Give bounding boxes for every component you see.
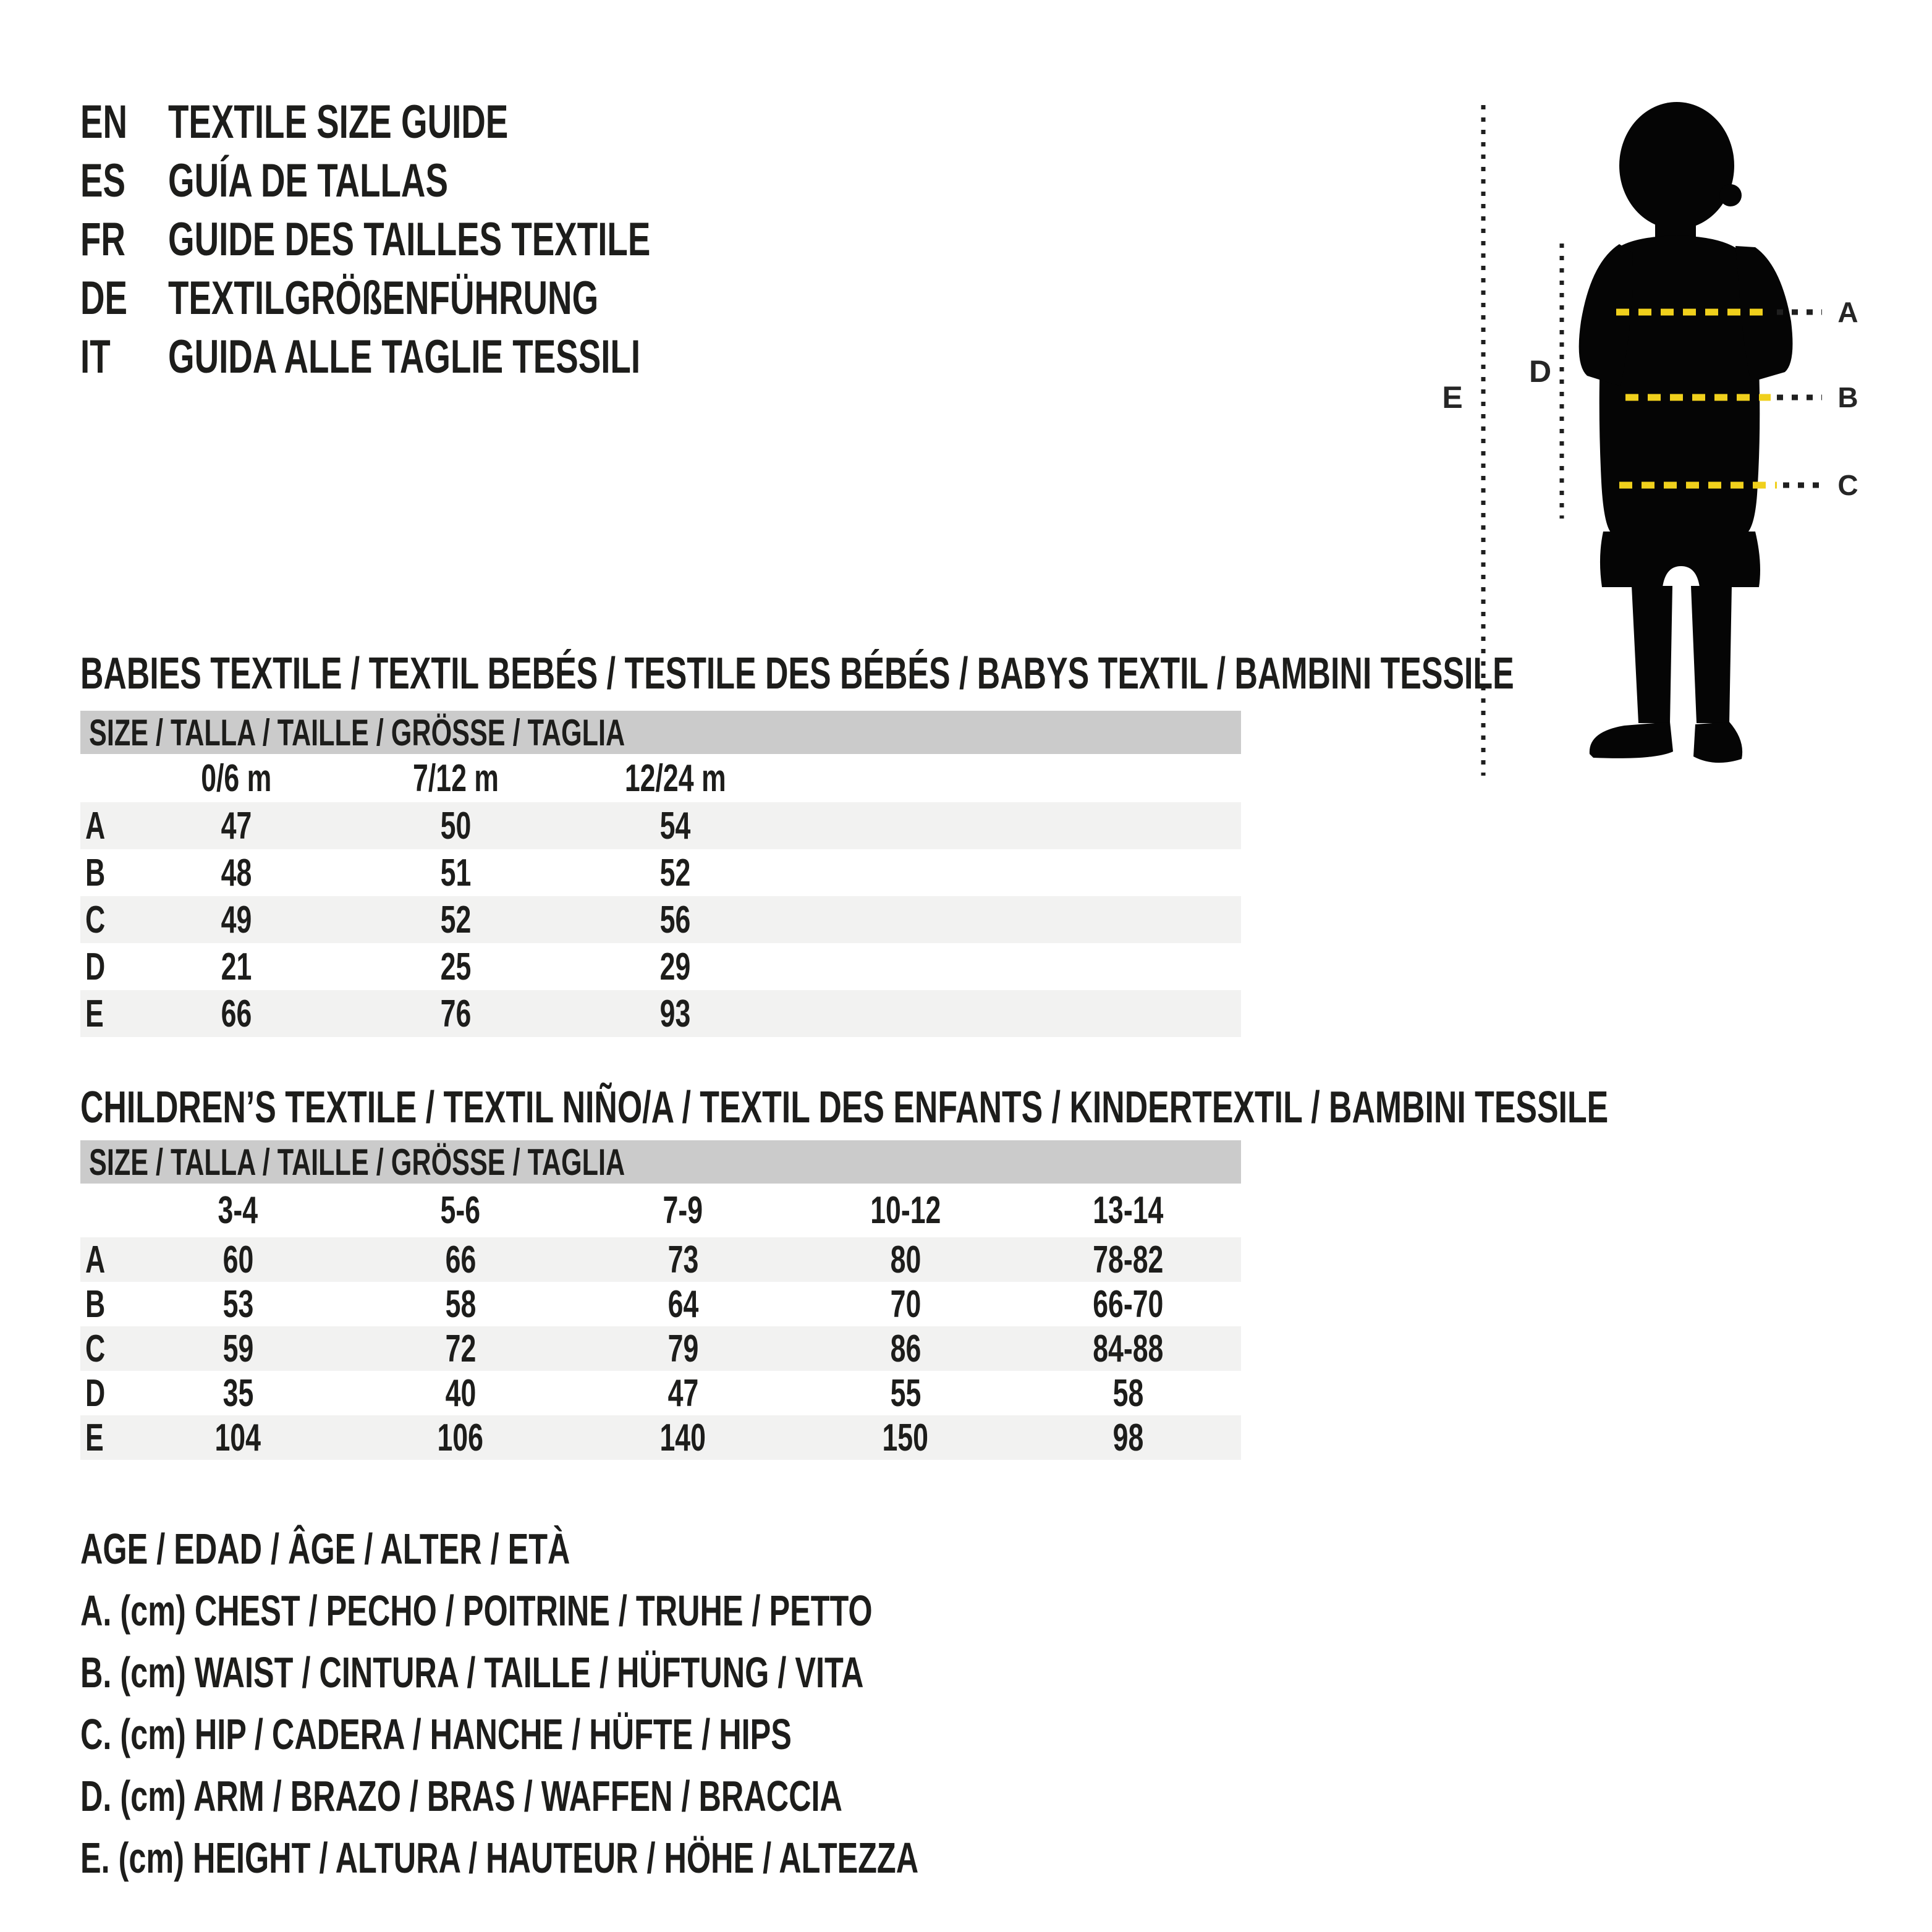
size-value-cell: 84-88 xyxy=(1092,1327,1164,1370)
size-value-cell: 150 xyxy=(882,1416,929,1459)
size-value-cell: 58 xyxy=(445,1282,476,1326)
column-header: 0/6 m xyxy=(201,756,272,800)
page-title-fr: GUIDE DES TAILLES TEXTILE xyxy=(168,213,651,266)
table-row xyxy=(80,1415,1241,1460)
children-size-table xyxy=(80,1140,1241,1460)
page-title-it: GUIDA ALLE TAGLIE TESSILI xyxy=(168,331,641,383)
column-header: 7/12 m xyxy=(413,756,499,800)
size-value-cell: 54 xyxy=(659,804,691,847)
legend-line-hip: C. (cm) HIP / CADERA / HANCHE / HÜFTE / HIPS xyxy=(80,1710,792,1758)
children-column-header-row xyxy=(80,1184,1241,1237)
size-value-cell: 25 xyxy=(440,945,472,988)
size-value-cell: 50 xyxy=(440,804,472,847)
table-row xyxy=(80,990,1241,1037)
page-title-de: TEXTILGRÖßENFÜHRUNG xyxy=(168,272,599,324)
babies-section-title: BABIES TEXTILE / TEXTIL BEBÉS / TESTILE DES BÉBÉS / BABYS TEXTIL / BAMBINI TESSILE xyxy=(80,649,1514,698)
size-value-cell: 78-82 xyxy=(1092,1238,1164,1281)
height-label: E xyxy=(1442,380,1463,415)
legend-line-height: E. (cm) HEIGHT / ALTURA / HAUTEUR / HÖHE / ALTEZZA xyxy=(80,1834,919,1882)
size-value-cell: 140 xyxy=(659,1416,706,1459)
size-value-cell: 80 xyxy=(890,1238,921,1281)
language-code: EN xyxy=(80,96,128,148)
row-label: D xyxy=(85,1371,106,1415)
size-value-cell: 21 xyxy=(221,945,252,988)
language-code: IT xyxy=(80,331,111,383)
language-code: ES xyxy=(80,155,126,207)
size-value-cell: 56 xyxy=(659,898,691,941)
table-row xyxy=(80,1282,1241,1326)
size-value-cell: 47 xyxy=(221,804,252,847)
size-value-cell: 60 xyxy=(222,1238,253,1281)
table-row xyxy=(80,896,1241,943)
table-row xyxy=(80,1371,1241,1415)
babies-size-table xyxy=(80,711,1241,1037)
size-value-cell: 70 xyxy=(890,1282,921,1326)
size-value-cell: 35 xyxy=(222,1371,253,1415)
chest-label: A xyxy=(1837,296,1858,328)
size-value-cell: 59 xyxy=(222,1327,253,1370)
column-header: 5-6 xyxy=(440,1189,481,1232)
row-label: E xyxy=(85,992,104,1035)
table-row xyxy=(80,943,1241,990)
measurement-figure xyxy=(1409,74,1932,847)
size-value-cell: 66 xyxy=(445,1238,476,1281)
row-label: B xyxy=(85,1282,106,1326)
size-value-cell: 53 xyxy=(222,1282,253,1326)
row-label: C xyxy=(85,1327,106,1370)
language-row-en xyxy=(80,93,838,151)
babies-column-header-row xyxy=(80,754,1241,802)
row-label: A xyxy=(85,804,106,847)
size-value-cell: 66 xyxy=(221,992,252,1035)
table-row xyxy=(80,802,1241,849)
size-value-cell: 64 xyxy=(667,1282,698,1326)
column-header: 3-4 xyxy=(218,1189,258,1232)
row-label: E xyxy=(85,1416,104,1459)
language-code: DE xyxy=(80,272,128,324)
language-row-de xyxy=(80,269,838,328)
row-label: C xyxy=(85,898,106,941)
size-value-cell: 49 xyxy=(221,898,252,941)
language-title-list xyxy=(80,93,838,386)
size-value-cell: 106 xyxy=(437,1416,484,1459)
size-value-cell: 48 xyxy=(221,851,252,894)
row-label: D xyxy=(85,945,106,988)
size-value-cell: 47 xyxy=(667,1371,698,1415)
size-value-cell: 104 xyxy=(214,1416,261,1459)
babies-size-header-bar: SIZE / TALLA / TAILLE / GRÖSSE / TAGLIA xyxy=(80,711,1241,754)
waist-label: B xyxy=(1837,381,1858,413)
size-value-cell: 98 xyxy=(1112,1416,1143,1459)
table-row xyxy=(80,1326,1241,1371)
page-title-es: GUÍA DE TALLAS xyxy=(168,155,448,207)
size-value-cell: 79 xyxy=(667,1327,698,1370)
child-silhouette-figure xyxy=(1409,74,1932,847)
size-value-cell: 29 xyxy=(659,945,691,988)
size-value-cell: 52 xyxy=(659,851,691,894)
size-value-cell: 58 xyxy=(1112,1371,1143,1415)
legend-line-chest: A. (cm) CHEST / PECHO / POITRINE / TRUHE / PETTO xyxy=(80,1587,873,1635)
language-row-fr xyxy=(80,210,838,269)
column-header: 12/24 m xyxy=(624,756,726,800)
children-size-header-bar: SIZE / TALLA / TAILLE / GRÖSSE / TAGLIA xyxy=(80,1140,1241,1184)
size-value-cell: 66-70 xyxy=(1092,1282,1164,1326)
table-row xyxy=(80,1237,1241,1282)
size-value-cell: 40 xyxy=(445,1371,476,1415)
legend-line-arm: D. (cm) ARM / BRAZO / BRAS / WAFFEN / BRACCIA xyxy=(80,1772,842,1820)
hip-label: C xyxy=(1837,469,1858,501)
measurement-legend xyxy=(80,1518,1244,1889)
size-value-cell: 93 xyxy=(659,992,691,1035)
children-section-title: CHILDREN’S TEXTILE / TEXTIL NIÑO/A / TEXTIL DES ENFANTS / KINDERTEXTIL / BAMBINI TESSILE xyxy=(80,1083,1609,1132)
row-label: A xyxy=(85,1238,106,1281)
column-header: 13-14 xyxy=(1092,1189,1164,1232)
language-code: FR xyxy=(80,213,125,266)
size-value-cell: 52 xyxy=(440,898,472,941)
table-row xyxy=(80,849,1241,896)
language-row-it xyxy=(80,328,838,386)
size-value-cell: 73 xyxy=(667,1238,698,1281)
size-value-cell: 55 xyxy=(890,1371,921,1415)
row-label: B xyxy=(85,851,106,894)
language-row-es xyxy=(80,151,838,210)
size-value-cell: 76 xyxy=(440,992,472,1035)
column-header: 7-9 xyxy=(663,1189,703,1232)
size-value-cell: 72 xyxy=(445,1327,476,1370)
legend-line-age: AGE / EDAD / ÂGE / ALTER / ETÀ xyxy=(80,1525,570,1573)
page-title-en: TEXTILE SIZE GUIDE xyxy=(168,96,509,148)
arm-label: D xyxy=(1528,354,1552,389)
size-value-cell: 51 xyxy=(440,851,472,894)
size-value-cell: 86 xyxy=(890,1327,921,1370)
column-header: 10-12 xyxy=(870,1189,941,1232)
legend-line-waist: B. (cm) WAIST / CINTURA / TAILLE / HÜFTUNG / VITA xyxy=(80,1648,864,1697)
